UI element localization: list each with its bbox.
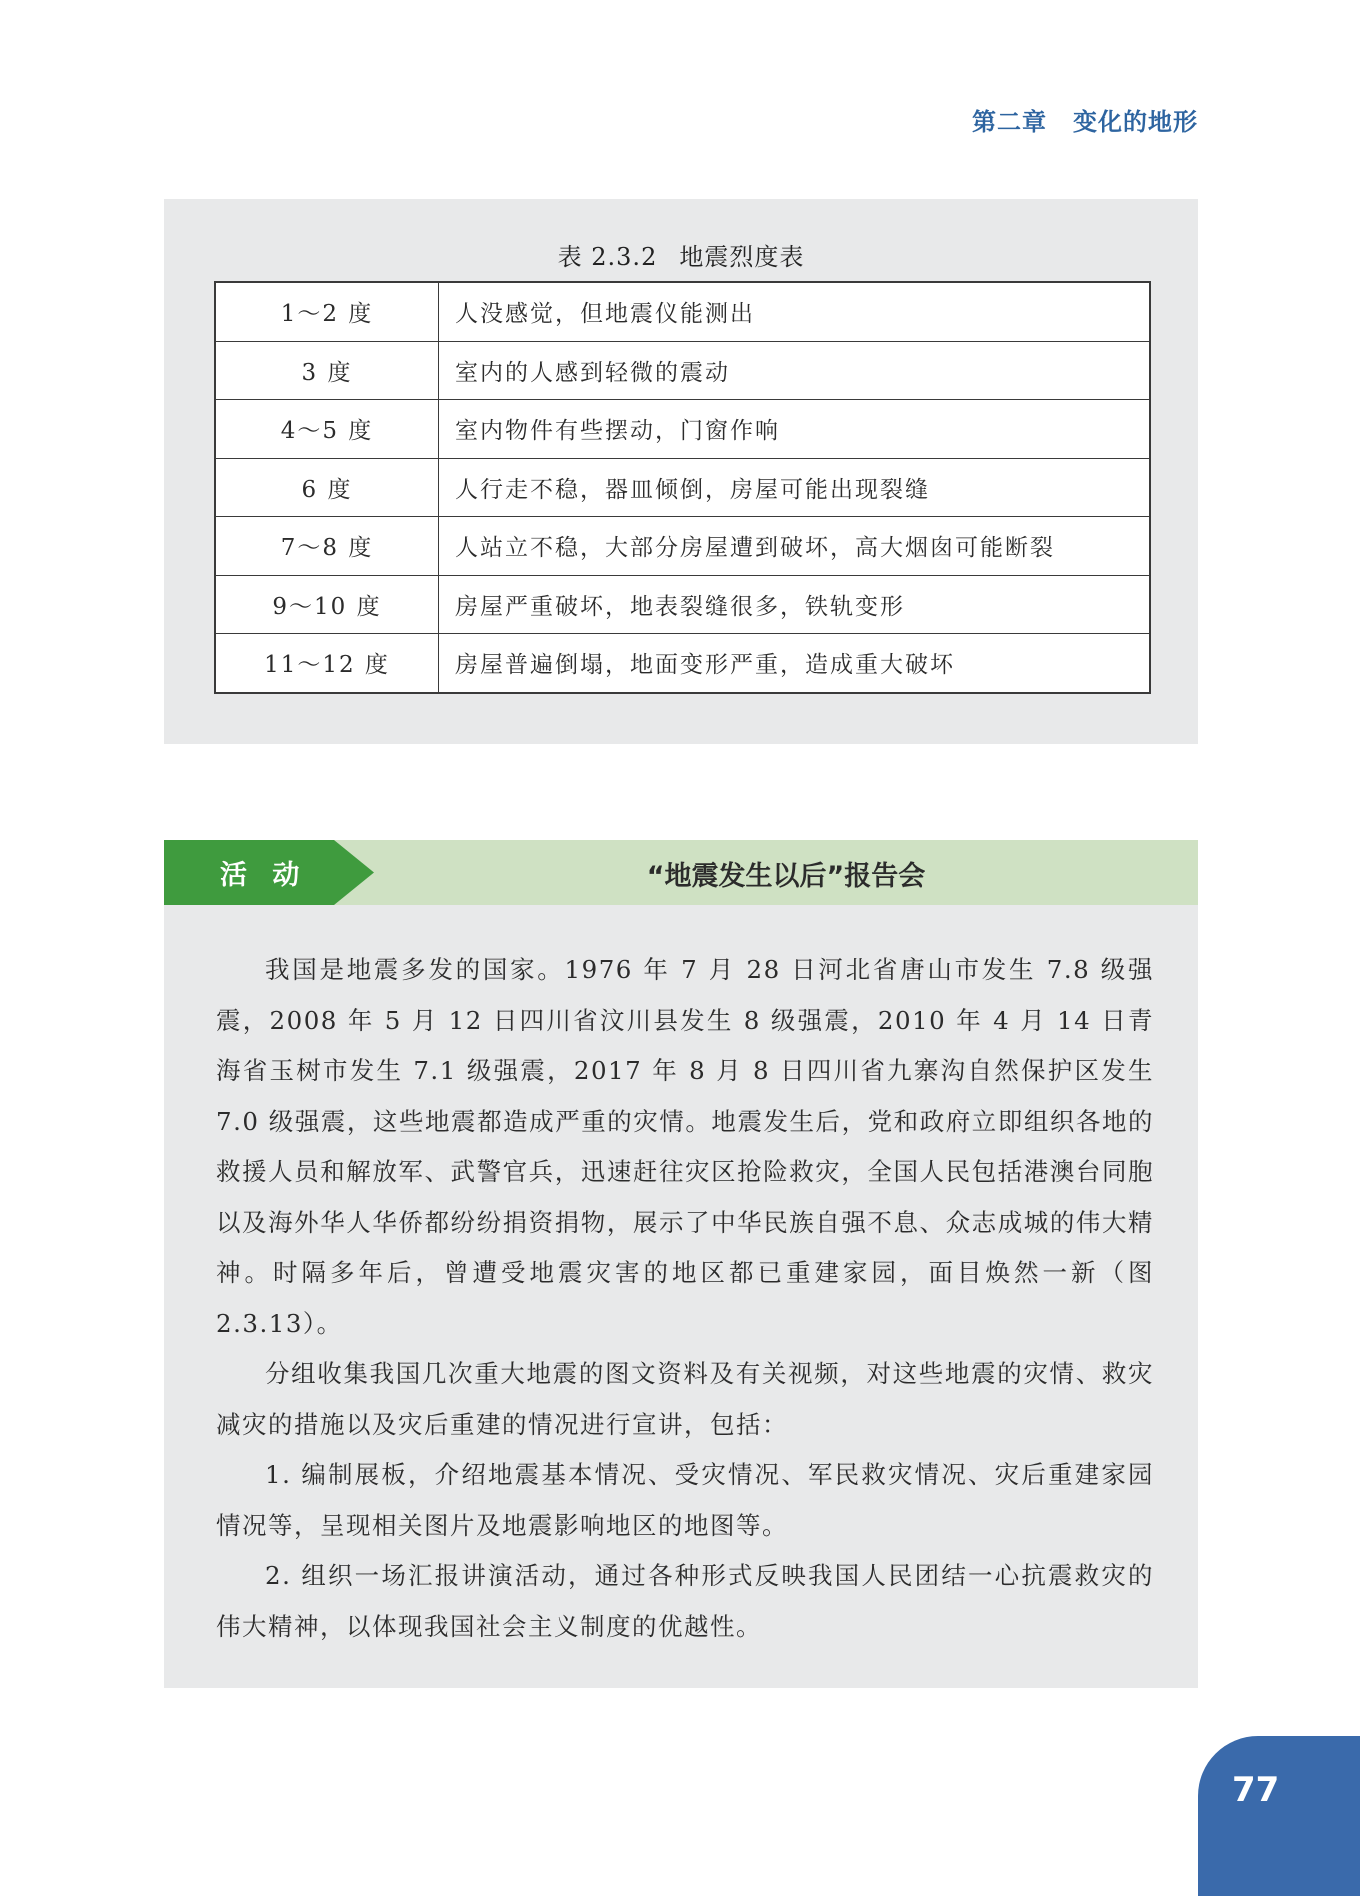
table-row [215,341,1150,400]
table-row [215,282,1150,341]
description-cell: 房屋普遍倒塌，地面变形严重，造成重大破坏 [439,634,1151,693]
intensity-table [214,281,1151,694]
activity-paragraph: 我国是地震多发的国家。1976 年 7 月 28 日河北省唐山市发生 7.8 级强震，2008 年 5 月 12 日四川省汶川县发生 8 级强震，2010 年 4 月 14 日青海省玉树市发生 7.1 级强震，2017 年 8 月 8 日四川省九寨沟自然保护区发生 7.0 级强震，这些地震都造成严重的灾情。地震发生后，党和政府立即组织各地的救援人员和解放军、武警官兵，迅速赶往灾区抢险救灾，全国人民包括港澳台同胞以及海外华人华侨都纷纷捐资捐物，展示了中华民族自强不息、众志成城的伟大精神。时隔多年后，曾遭受地震灾害的地区都已重建家园，面目焕然一新（图 2.3.13）。 [216,955,1154,1338]
table-row [215,400,1150,459]
degree-cell: 9～10 度 [215,575,439,634]
table-row [215,458,1150,517]
chapter-header [972,102,1198,137]
chapter-title: 变化的地形 [1073,108,1198,136]
table-row [215,517,1150,576]
degree-cell: 1～2 度 [215,282,439,341]
description-cell: 人没感觉，但地震仪能测出 [439,282,1151,341]
activity-panel [164,840,1198,1688]
activity-body [216,945,1154,1652]
description-cell: 人行走不稳，器皿倾倒，房屋可能出现裂缝 [439,458,1151,517]
description-cell: 房屋严重破坏，地表裂缝很多，铁轨变形 [439,575,1151,634]
degree-cell: 3 度 [215,341,439,400]
activity-paragraph: 1. 编制展板，介绍地震基本情况、受灾情况、军民救灾情况、灾后重建家园情况等，呈现相关图片及地震影响地区的地图等。 [216,1460,1154,1540]
activity-title: “地震发生以后”报告会 [646,861,926,892]
activity-tag-label: 活 动 [220,860,308,891]
page-number: 77 [1232,1770,1280,1810]
intensity-table-panel [164,199,1198,744]
chapter-number: 第二章 [972,108,1047,136]
table-caption-number: 表 2.3.2 [557,243,658,271]
page-number-tab [1198,1736,1360,1896]
degree-cell: 11～12 度 [215,634,439,693]
table-caption [164,237,1198,272]
activity-paragraph: 分组收集我国几次重大地震的图文资料及有关视频，对这些地震的灾情、救灾减灾的措施以及灾后重建的情况进行宣讲，包括： [216,1359,1154,1439]
degree-cell: 4～5 度 [215,400,439,459]
degree-cell: 7～8 度 [215,517,439,576]
activity-paragraph: 2. 组织一场汇报讲演活动，通过各种形式反映我国人民团结一心抗震救灾的伟大精神，以体现我国社会主义制度的优越性。 [216,1561,1154,1641]
table-caption-title: 地震烈度表 [679,243,805,271]
activity-header-bar [164,840,1198,905]
description-cell: 室内物件有些摆动，门窗作响 [439,400,1151,459]
description-cell: 人站立不稳，大部分房屋遭到破坏，高大烟囱可能断裂 [439,517,1151,576]
table-row [215,575,1150,634]
degree-cell: 6 度 [215,458,439,517]
description-cell: 室内的人感到轻微的震动 [439,341,1151,400]
table-row [215,634,1150,693]
